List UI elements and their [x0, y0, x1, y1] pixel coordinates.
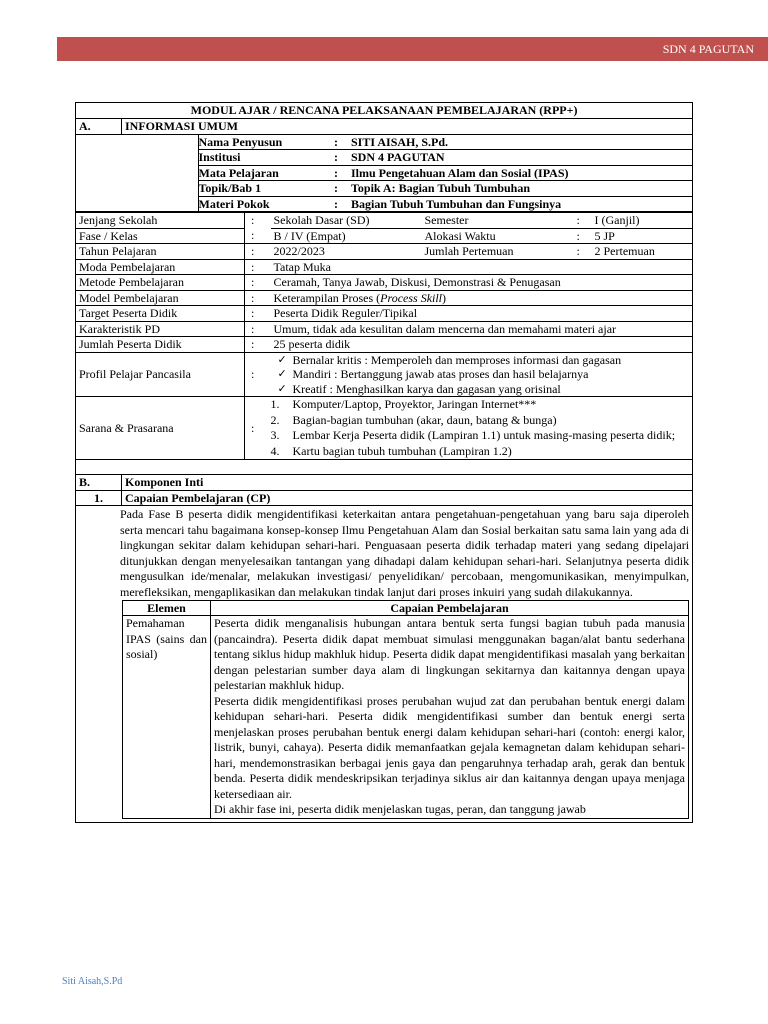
info-label: Nama Penyusun [198, 135, 334, 150]
info-colon: : [334, 165, 351, 181]
info-value: Bagian Tubuh Tumbuhan dan Fungsinya [351, 196, 693, 212]
detail-row-metode [76, 275, 693, 291]
cp-description [211, 616, 689, 819]
detail-colon-2: : [574, 228, 592, 244]
profil-item: ✓ Mandiri : Bertanggung jawab atas proses dan hasil belajarnya [271, 367, 690, 382]
detail-colon: : [245, 275, 271, 291]
info-umum-row [76, 150, 693, 166]
informasi-umum-block [76, 134, 693, 213]
detail-colon: : [245, 259, 271, 275]
cp-element: Pemahaman IPAS (sains dan sosial) [123, 616, 211, 819]
info-value: SITI AISAH, S.Pd. [351, 135, 693, 150]
section-b-letter: B. [76, 475, 122, 491]
detail-value-2: 5 JP [592, 228, 693, 244]
detail-label: Moda Pembelajaran [76, 259, 245, 275]
detail-row-jenjang [76, 213, 693, 229]
document-body [75, 102, 692, 823]
info-spacer [76, 165, 198, 181]
detail-colon: : [245, 244, 271, 260]
detail-row-fase [76, 228, 693, 244]
profil-item: ✓ Kreatif : Menghasilkan karya dan gagasan yang orisinal [271, 382, 690, 397]
profil-list [271, 353, 690, 397]
document-title: MODUL AJAR / RENCANA PELAKSANAAN PEMBELAJARAN (RPP+) [76, 103, 693, 119]
header-school: SDN 4 PAGUTAN [662, 42, 754, 56]
sarana-item: 3. Lembar Kerja Peserta didik (Lampiran 1.1) untuk masing-masing peserta didik; [270, 428, 676, 442]
detail-label: Metode Pembelajaran [76, 275, 245, 291]
info-label: Mata Pelajaran [198, 165, 334, 181]
detail-value: Umum, tidak ada kesulitan dalam mencerna dan memahami materi ajar [271, 321, 693, 337]
detail-colon: : [245, 228, 271, 244]
detail-colon: : [245, 213, 271, 229]
profil-item: ✓ Bernalar kritis : Memperoleh dan memproses informasi dan gagasan [271, 353, 690, 368]
detail-label: Model Pembelajaran [76, 290, 245, 306]
detail-colon: : [245, 321, 271, 337]
info-umum-row [76, 181, 693, 197]
cp-table-header-capaian: Capaian Pembelajaran [211, 601, 689, 616]
detail-label-2: Semester [422, 213, 574, 229]
cp-paragraph: Pada Fase B peserta didik mengidentifikasi keterkaitan antara pengetahuan-pengetahuan yang baru saja diperoleh serta mencari tahu bagaimana konsep-konsep Ilmu Pengetahuan Alam dan Sosial berkaitan satu sama lain yang ada di lingkungan sekitar dalam kehidupan sehari-hari. Penguasaan peserta didik terhadap materi yang sedang dipelajari ditunjukkan dengan menyelesaikan tantangan yang dihadapi dalam kehidupan sehari-hari. Selanjutnya peserta didik mengusulkan ide/menalar, melakukan investigasi/ penyelidikan/ percobaan, mengomunikasikan, menyimpulkan, merefleksikan, mengaplikasikan dan melakukan tindak lanjut dari proses inkuiri yang sudah dilakukannya. [120, 507, 690, 599]
info-colon: : [334, 135, 351, 150]
info-spacer [76, 181, 198, 197]
cp-number: 1. [76, 490, 122, 506]
model-value-italic: Process Skill [380, 290, 443, 305]
detail-value: Sekolah Dasar (SD) [271, 213, 422, 229]
info-colon: : [334, 150, 351, 166]
spacer-row [76, 460, 693, 475]
cp-table-header-elemen: Elemen [123, 601, 211, 616]
profil-colon: : [245, 352, 271, 397]
profil-label: Profil Pelajar Pancasila [76, 352, 245, 397]
detail-value: Tatap Muka [271, 259, 693, 275]
sarana-item: 1. Komputer/Laptop, Proyektor, Jaringan Internet*** [270, 397, 537, 411]
profil-row [76, 352, 693, 397]
detail-label: Karakteristik PD [76, 321, 245, 337]
info-value: SDN 4 PAGUTAN [351, 150, 693, 166]
cp-table [122, 600, 689, 819]
section-b-label: Komponen Inti [122, 475, 693, 491]
info-spacer [76, 150, 198, 166]
info-colon: : [334, 181, 351, 197]
detail-row-moda [76, 259, 693, 275]
info-spacer [76, 196, 198, 212]
detail-label: Jenjang Sekolah [76, 213, 245, 229]
detail-value: 25 peserta didik [271, 337, 693, 353]
detail-row-model [76, 290, 693, 306]
sarana-label: Sarana & Prasarana [76, 397, 245, 460]
info-value: Ilmu Pengetahuan Alam dan Sosial (IPAS) [351, 165, 693, 181]
cp-desc-paragraph: Peserta didik menganalisis hubungan antara bentuk serta fungsi bagian tubuh pada manusia (pancaindra). Peserta didik dapat membuat simulasi menggunakan bagan/alat bantu sederhana tentang siklus hidup makhluk hidup. Peserta didik dapat mengidentifikasi masalah yang berkaitan dengan pelestarian sumber daya alam di lingkungan sekitarnya dan kaitannya dengan upaya pelestarian makhluk hidup. [214, 616, 685, 692]
detail-label: Jumlah Peserta Didik [76, 337, 245, 353]
detail-value: B / IV (Empat) [271, 228, 422, 244]
sarana-item: 4. Kartu bagian tubuh tumbuhan (Lampiran 1.2) [270, 443, 512, 458]
detail-row-target [76, 306, 693, 322]
detail-label: Tahun Pelajaran [76, 244, 245, 260]
model-value-end: ) [442, 290, 447, 305]
detail-value-2: 2 Pertemuan [592, 244, 693, 260]
detail-row-karakteristik [76, 321, 693, 337]
detail-row-jumlah [76, 337, 693, 353]
model-value: Keterampilan Proses ( [273, 290, 381, 305]
footer-author: Siti Aisah,S.Pd [62, 976, 123, 987]
detail-value: Ceramah, Tanya Jawab, Diskusi, Demonstrasi & Penugasan [271, 275, 693, 291]
detail-colon-2: : [574, 213, 592, 229]
header-bar [57, 37, 768, 61]
sarana-list [271, 397, 690, 459]
info-label: Institusi [198, 150, 334, 166]
detail-value: 2022/2023 [271, 244, 422, 260]
info-spacer [76, 135, 198, 150]
section-a-letter: A. [76, 119, 122, 135]
detail-label-2: Alokasi Waktu [422, 228, 574, 244]
cp-desc-paragraph: Peserta didik mengidentifikasi proses perubahan wujud zat dan perubahan bentuk energi dalam kehidupan sehari-hari. Peserta didik mengidentifikasi sumber dan bentuk energi serta menjelaskan proses perubahan bentuk energi dalam kehidupan sehari-hari (contoh: energi kalor, listrik, bunyi, cahaya). Peserta didik memanfaatkan gejala kemagnetan dalam kehidupan sehari-hari, mendemonstrasikan berbagai jenis gaya dan pengaruhnya terhadap arah, gerak dan bentuk benda. Peserta didik mendeskripsikan terjadinya siklus air dan kaitannya dengan upaya menjaga ketersediaan air. [214, 693, 685, 801]
cp-content [76, 506, 693, 823]
section-a-label: INFORMASI UMUM [122, 119, 693, 135]
info-label: Topik/Bab 1 [198, 181, 334, 197]
info-umum-row [76, 165, 693, 181]
detail-label-2: Jumlah Pertemuan [422, 244, 574, 260]
detail-label: Target Peserta Didik [76, 306, 245, 322]
detail-colon-2: : [574, 244, 592, 260]
detail-value [271, 290, 693, 306]
rpp-table [75, 102, 693, 823]
detail-colon: : [245, 306, 271, 322]
detail-colon: : [245, 290, 271, 306]
profil-list-cell [271, 352, 693, 397]
detail-label: Fase / Kelas [76, 228, 245, 244]
cp-table-row [123, 616, 689, 819]
detail-row-tahun [76, 244, 693, 260]
sarana-colon: : [245, 397, 271, 460]
detail-colon: : [245, 337, 271, 353]
sarana-list-cell [271, 397, 693, 460]
info-umum-row [76, 135, 693, 150]
detail-value-2: I (Ganjil) [592, 213, 693, 229]
cp-heading: Capaian Pembelajaran (CP) [122, 490, 693, 506]
info-value: Topik A: Bagian Tubuh Tumbuhan [351, 181, 693, 197]
sarana-row [76, 397, 693, 460]
info-label: Materi Pokok [198, 196, 334, 212]
info-colon: : [334, 196, 351, 212]
detail-value: Peserta Didik Reguler/Tipikal [271, 306, 693, 322]
sarana-item: 2. Bagian-bagian tumbuhan (akar, daun, batang & bunga) [270, 412, 557, 427]
info-umum-row [76, 196, 693, 212]
cp-desc-paragraph: Di akhir fase ini, peserta didik menjelaskan tugas, peran, dan tanggung jawab [214, 802, 586, 816]
